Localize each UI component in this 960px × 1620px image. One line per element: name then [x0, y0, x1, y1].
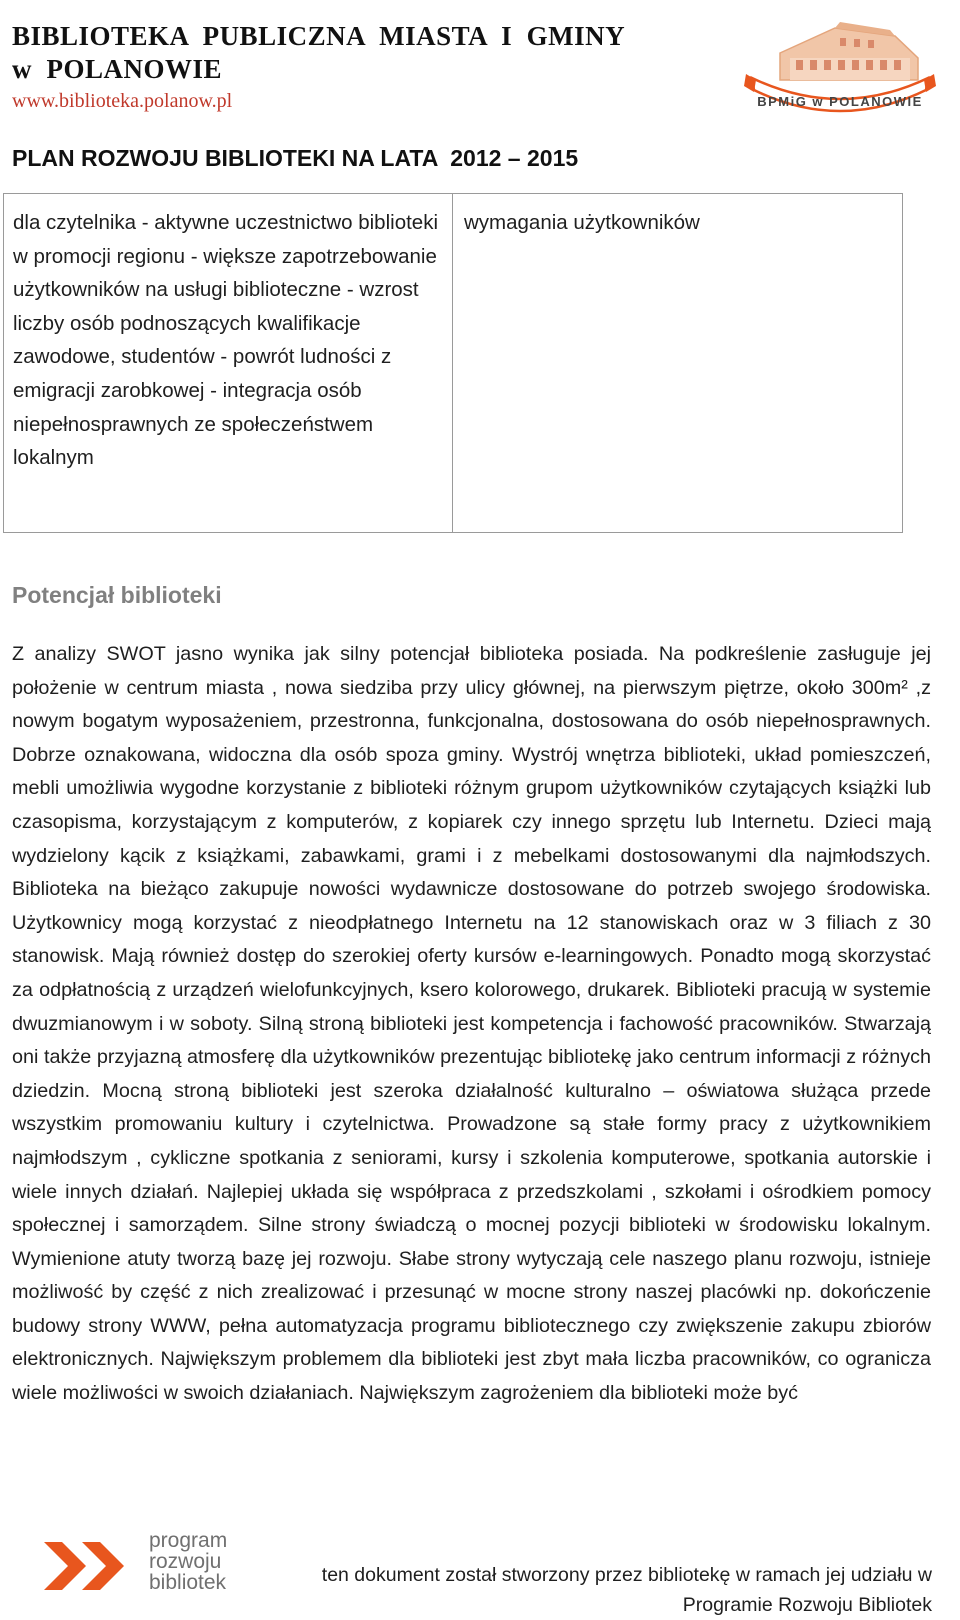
footer-note-line1: ten dokument został stworzony przez bibliotekę w ramach jej udziału w [321, 1564, 932, 1586]
footer-note [322, 1560, 932, 1620]
double-chevron-logo-icon [44, 1538, 144, 1598]
footer-note-line2: Programie Rozwoju Bibliotek [682, 1594, 932, 1616]
program-rozwoju-bibliotek-logo [44, 1530, 254, 1600]
section-heading-potencjal: Potencjał biblioteki [12, 582, 222, 608]
section-body-text: Z analizy SWOT jasno wynika jak silny potencjał biblioteka posiada. Na podkreślenie zasługuje jej położenie w centrum miasta , nowa siedziba przy ulicy głównej, na pierwszym piętrze, około 300m² ,z nowym bogatym wyposażeniem, przestronna, funkcjonalna, dostosowana do osób niepełnosprawnych. Dobrze oznakowana, widoczna dla osób spoza gminy. Wystrój wnętrza biblioteki, układ pomieszczeń, mebli umożliwia wygodne korzystanie z biblioteki różnym grupom użytkowników czytających książki lub czasopisma, korzystającym z komputerów, z kopiarek czy innego sprzętu lub Internetu. Dzieci mają wydzielony kącik z książkami, zabawkami, grami i z mebelkami dostosowanymi dla najmłodszych. Biblioteka na bieżąco zakupuje nowości wydawnicze dostosowane do potrzeb swojego środowiska. Użytkownicy mogą korzystać z nieodpłatnego Internetu na 12 stanowiskach oraz w 3 filiach z 30 stanowisk. Mają również dostęp do szerokiej oferty kursów e-learningowych. Ponadto mogą skorzystać za odpłatnością z urządzeń wielofunkcyjnych, ksero kolorowego, drukarek. Biblioteki pracują w systemie dwuzmianowym i w soboty. Silną stroną biblioteki jest kompetencja i fachowość pracowników. Stwarzają oni także przyjazną atmosferę dla użytkowników prezentując bibliotekę jako centrum informacji z różnych dziedzin. Mocną stroną biblioteki jest szeroka działalność kulturalno – oświatowa służąca przede wszystkim promowaniu kultury i czytelnictwa. Prowadzone są stałe formy pracy z użytkownikiem najmłodszym , cykliczne spotkania z seniorami, kursy i szkolenia komputerowe, spotkania autorskie i wiele innych działań. Najlepiej układa się współpraca z przedszkolami , szkołami i ośrodkiem pomocy społecznej i samorządem. Silne strony świadczą o mocnej pozycji biblioteki w środowisku lokalnym. Wymienione atuty tworzą bazę jej rozwoju. Słabe strony wytyczają cele naszego planu rozwoju, istnieje możliwość by część z nich zrealizować i przesunąć w mocne strony naszej placówki np. dokończenie budowy strony WWW, pełna automatyzacja programu bibliotecznego czy zwiększenie zakupu zbiorów elektronicznych. Największym problemem dla biblioteki jest zbyt mała liczba pracowników, co ogranicza wiele możliwości w swoich działaniach. Największym zagrożeniem dla biblioteki może być [12, 643, 931, 1405]
svg-text:BPMiG w POLANOWIE: BPMiG w POLANOWIE [757, 94, 923, 109]
table-cell-left: dla czytelnika - aktywne uczestnictwo biblioteki w promocji regionu - większe zapotrzebowanie użytkowników na usługi biblioteczne - wzrost liczby osób podnoszących kwalifikacje zawodowe, studentów - powrót ludności z emigracji zarobkowej - integracja osób niepełnosprawnych ze społeczeństwem lokalnym [4, 194, 453, 532]
footer-logo-line1: program [149, 1529, 228, 1552]
plan-table [3, 193, 903, 533]
library-name-line1: BIBLIOTEKA PUBLICZNA MIASTA I GMINY [12, 21, 626, 51]
footer-logo-line2: rozwoju [149, 1550, 222, 1573]
document-title: PLAN ROZWOJU BIBLIOTEKI NA LATA 2012 – 2015 [12, 145, 579, 171]
library-building-logo-icon [740, 8, 940, 128]
library-name-line2: w POLANOWIE [12, 54, 223, 84]
table-cell-right: wymagania użytkowników [464, 211, 700, 234]
library-logo [740, 8, 960, 128]
library-website-link[interactable]: www.biblioteka.polanow.pl [12, 90, 233, 112]
footer-logo-line3: bibliotek [149, 1571, 227, 1594]
library-header [12, 20, 712, 114]
